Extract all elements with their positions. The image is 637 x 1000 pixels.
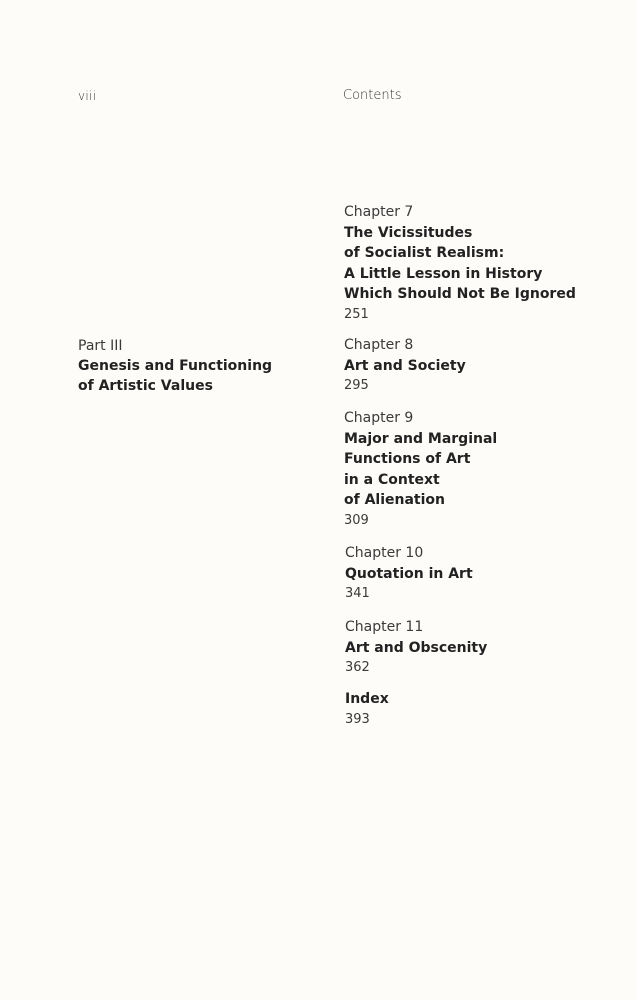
page-number: viii — [78, 89, 97, 103]
chapter-page-number: 362 — [345, 660, 370, 675]
chapter-title: The Vicissitudes of Socialist Realism: A Little Lesson in History Which Should Not Be Ignored — [344, 224, 576, 302]
running-head: Contents — [343, 88, 402, 103]
part-label: Part III — [78, 338, 123, 354]
index-title: Index — [345, 691, 389, 707]
chapter-title: Art and Obscenity — [345, 639, 488, 656]
part-heading — [78, 336, 308, 396]
toc-entry-chapter-11 — [345, 617, 625, 679]
chapter-label: Chapter 8 — [344, 337, 414, 353]
part-title: Genesis and Functioning of Artistic Values — [78, 358, 273, 394]
chapter-label: Chapter 11 — [345, 619, 424, 635]
chapter-page-number: 309 — [344, 512, 369, 528]
chapter-page-number: 251 — [344, 306, 369, 322]
toc-entry-index — [345, 689, 625, 730]
chapter-label: Chapter 9 — [344, 410, 414, 426]
chapter-label: Chapter 7 — [344, 204, 414, 220]
chapter-page-number: 295 — [344, 378, 369, 393]
chapter-title: Quotation in Art — [345, 565, 473, 582]
index-page-number: 393 — [345, 711, 370, 727]
chapter-label: Chapter 10 — [345, 545, 424, 561]
toc-entry-chapter-8 — [344, 335, 624, 397]
chapter-title: Major and Marginal Functions of Art in a Context of Alienation — [344, 430, 498, 508]
toc-entry-chapter-10 — [345, 543, 625, 605]
chapter-page-number: 341 — [345, 586, 370, 601]
toc-entry-chapter-9 — [344, 408, 624, 531]
toc-entry-chapter-7 — [344, 202, 624, 325]
chapter-title: Art and Society — [344, 357, 466, 374]
